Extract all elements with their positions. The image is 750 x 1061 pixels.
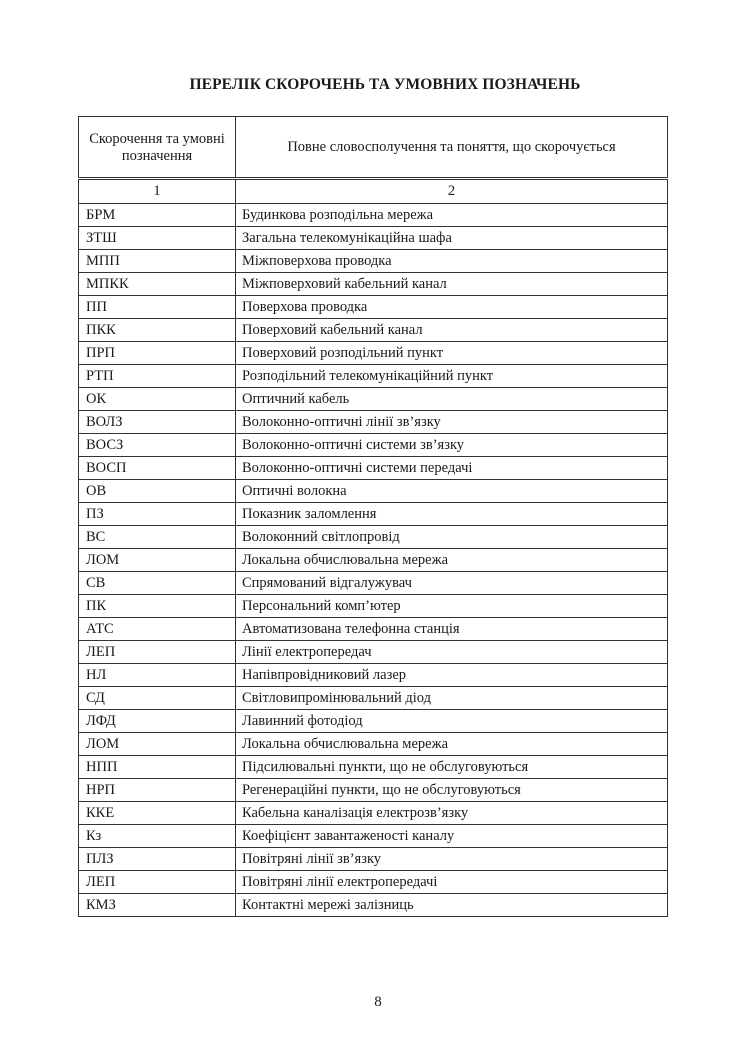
abbreviation-cell: ВОСЗ [79,434,236,457]
table-row [79,480,668,503]
abbreviation-cell: НПП [79,756,236,779]
full-phrase-cell: Локальна обчислювальна мережа [236,733,668,756]
table-row [79,733,668,756]
abbreviation-cell: ЛОМ [79,549,236,572]
table-body [79,204,668,917]
table-row [79,756,668,779]
abbreviation-cell: ЛОМ [79,733,236,756]
table-row [79,825,668,848]
full-phrase-cell: Поверховий розподільний пункт [236,342,668,365]
table-row [79,687,668,710]
table-row [79,894,668,917]
full-phrase-cell: Повітряні лінії зв’язку [236,848,668,871]
header-full-phrase: Повне словосполучення та поняття, що скорочується [236,117,668,179]
full-phrase-cell: Показник заломлення [236,503,668,526]
page-title: ПЕРЕЛІК СКОРОЧЕНЬ ТА УМОВНИХ ПОЗНАЧЕНЬ [189,76,581,93]
table-row [79,342,668,365]
table-row [79,388,668,411]
table-row [79,526,668,549]
table-row [79,779,668,802]
abbreviation-cell: КМЗ [79,894,236,917]
table-row [79,411,668,434]
full-phrase-cell: Оптичний кабель [236,388,668,411]
full-phrase-cell: Повітряні лінії електропередачі [236,871,668,894]
table-row [79,802,668,825]
abbreviation-cell: ВОСП [79,457,236,480]
page-number: 8 [374,994,382,1010]
abbreviation-cell: ОВ [79,480,236,503]
abbreviation-cell: БРМ [79,204,236,227]
abbreviation-cell: НРП [79,779,236,802]
table-row [79,273,668,296]
full-phrase-cell: Локальна обчислювальна мережа [236,549,668,572]
table-row [79,641,668,664]
full-phrase-cell: Оптичні волокна [236,480,668,503]
table-row [79,618,668,641]
full-phrase-cell: Автоматизована телефонна станція [236,618,668,641]
table-row [79,503,668,526]
full-phrase-cell: Волоконно-оптичні лінії зв’язку [236,411,668,434]
table-row [79,710,668,733]
abbreviation-cell: ПП [79,296,236,319]
full-phrase-cell: Міжповерхова проводка [236,250,668,273]
full-phrase-cell: Контактні мережі залізниць [236,894,668,917]
full-phrase-cell: Напівпровідниковий лазер [236,664,668,687]
table-row [79,549,668,572]
table-row [79,319,668,342]
table-row [79,595,668,618]
table-row [79,204,668,227]
abbreviations-table [78,116,668,917]
table-row [79,848,668,871]
full-phrase-cell: Персональний комп’ютер [236,595,668,618]
table-row [79,664,668,687]
abbreviation-cell: ЛФД [79,710,236,733]
table-header-row [79,117,668,179]
full-phrase-cell: Волоконно-оптичні системи зв’язку [236,434,668,457]
full-phrase-cell: Поверховий кабельний канал [236,319,668,342]
abbreviation-cell: МПП [79,250,236,273]
full-phrase-cell: Кабельна каналізація електрозв’язку [236,802,668,825]
table-row [79,434,668,457]
abbreviation-cell: ПК [79,595,236,618]
abbreviation-cell: ЗТШ [79,227,236,250]
abbreviation-cell: ЛЕП [79,641,236,664]
abbreviation-cell: ПКК [79,319,236,342]
abbreviation-cell: ЛЕП [79,871,236,894]
full-phrase-cell: Світловипромінювальний діод [236,687,668,710]
abbreviation-cell: ОК [79,388,236,411]
abbreviation-cell: ПРП [79,342,236,365]
abbreviation-cell: РТП [79,365,236,388]
full-phrase-cell: Спрямований відгалужувач [236,572,668,595]
table-row [79,250,668,273]
table-row [79,871,668,894]
full-phrase-cell: Регенераційні пункти, що не обслуговуються [236,779,668,802]
abbreviation-cell: ПЛЗ [79,848,236,871]
full-phrase-cell: Коефіцієнт завантаженості каналу [236,825,668,848]
table-row [79,572,668,595]
abbreviation-cell: ВС [79,526,236,549]
table-row [79,296,668,319]
abbreviation-cell: ВОЛЗ [79,411,236,434]
abbreviation-cell: НЛ [79,664,236,687]
header-abbreviation: Скорочення та умовні позначення [79,117,236,179]
table-row [79,457,668,480]
abbreviation-cell: СД [79,687,236,710]
full-phrase-cell: Волоконний світлопровід [236,526,668,549]
table-row [79,365,668,388]
full-phrase-cell: Підсилювальні пункти, що не обслуговуються [236,756,668,779]
abbreviation-cell: Кз [79,825,236,848]
abbreviation-cell: МПКК [79,273,236,296]
full-phrase-cell: Волоконно-оптичні системи передачі [236,457,668,480]
full-phrase-cell: Лінії електропередач [236,641,668,664]
abbreviation-cell: ККЕ [79,802,236,825]
full-phrase-cell: Міжповерховий кабельний канал [236,273,668,296]
column-number-2: 2 [236,179,668,204]
table-row [79,227,668,250]
full-phrase-cell: Будинкова розподільна мережа [236,204,668,227]
abbreviation-cell: ПЗ [79,503,236,526]
full-phrase-cell: Лавинний фотодіод [236,710,668,733]
abbreviation-cell: АТС [79,618,236,641]
column-number-row [79,179,668,204]
full-phrase-cell: Поверхова проводка [236,296,668,319]
column-number-1: 1 [79,179,236,204]
full-phrase-cell: Загальна телекомунікаційна шафа [236,227,668,250]
abbreviation-cell: СВ [79,572,236,595]
full-phrase-cell: Розподільний телекомунікаційний пункт [236,365,668,388]
